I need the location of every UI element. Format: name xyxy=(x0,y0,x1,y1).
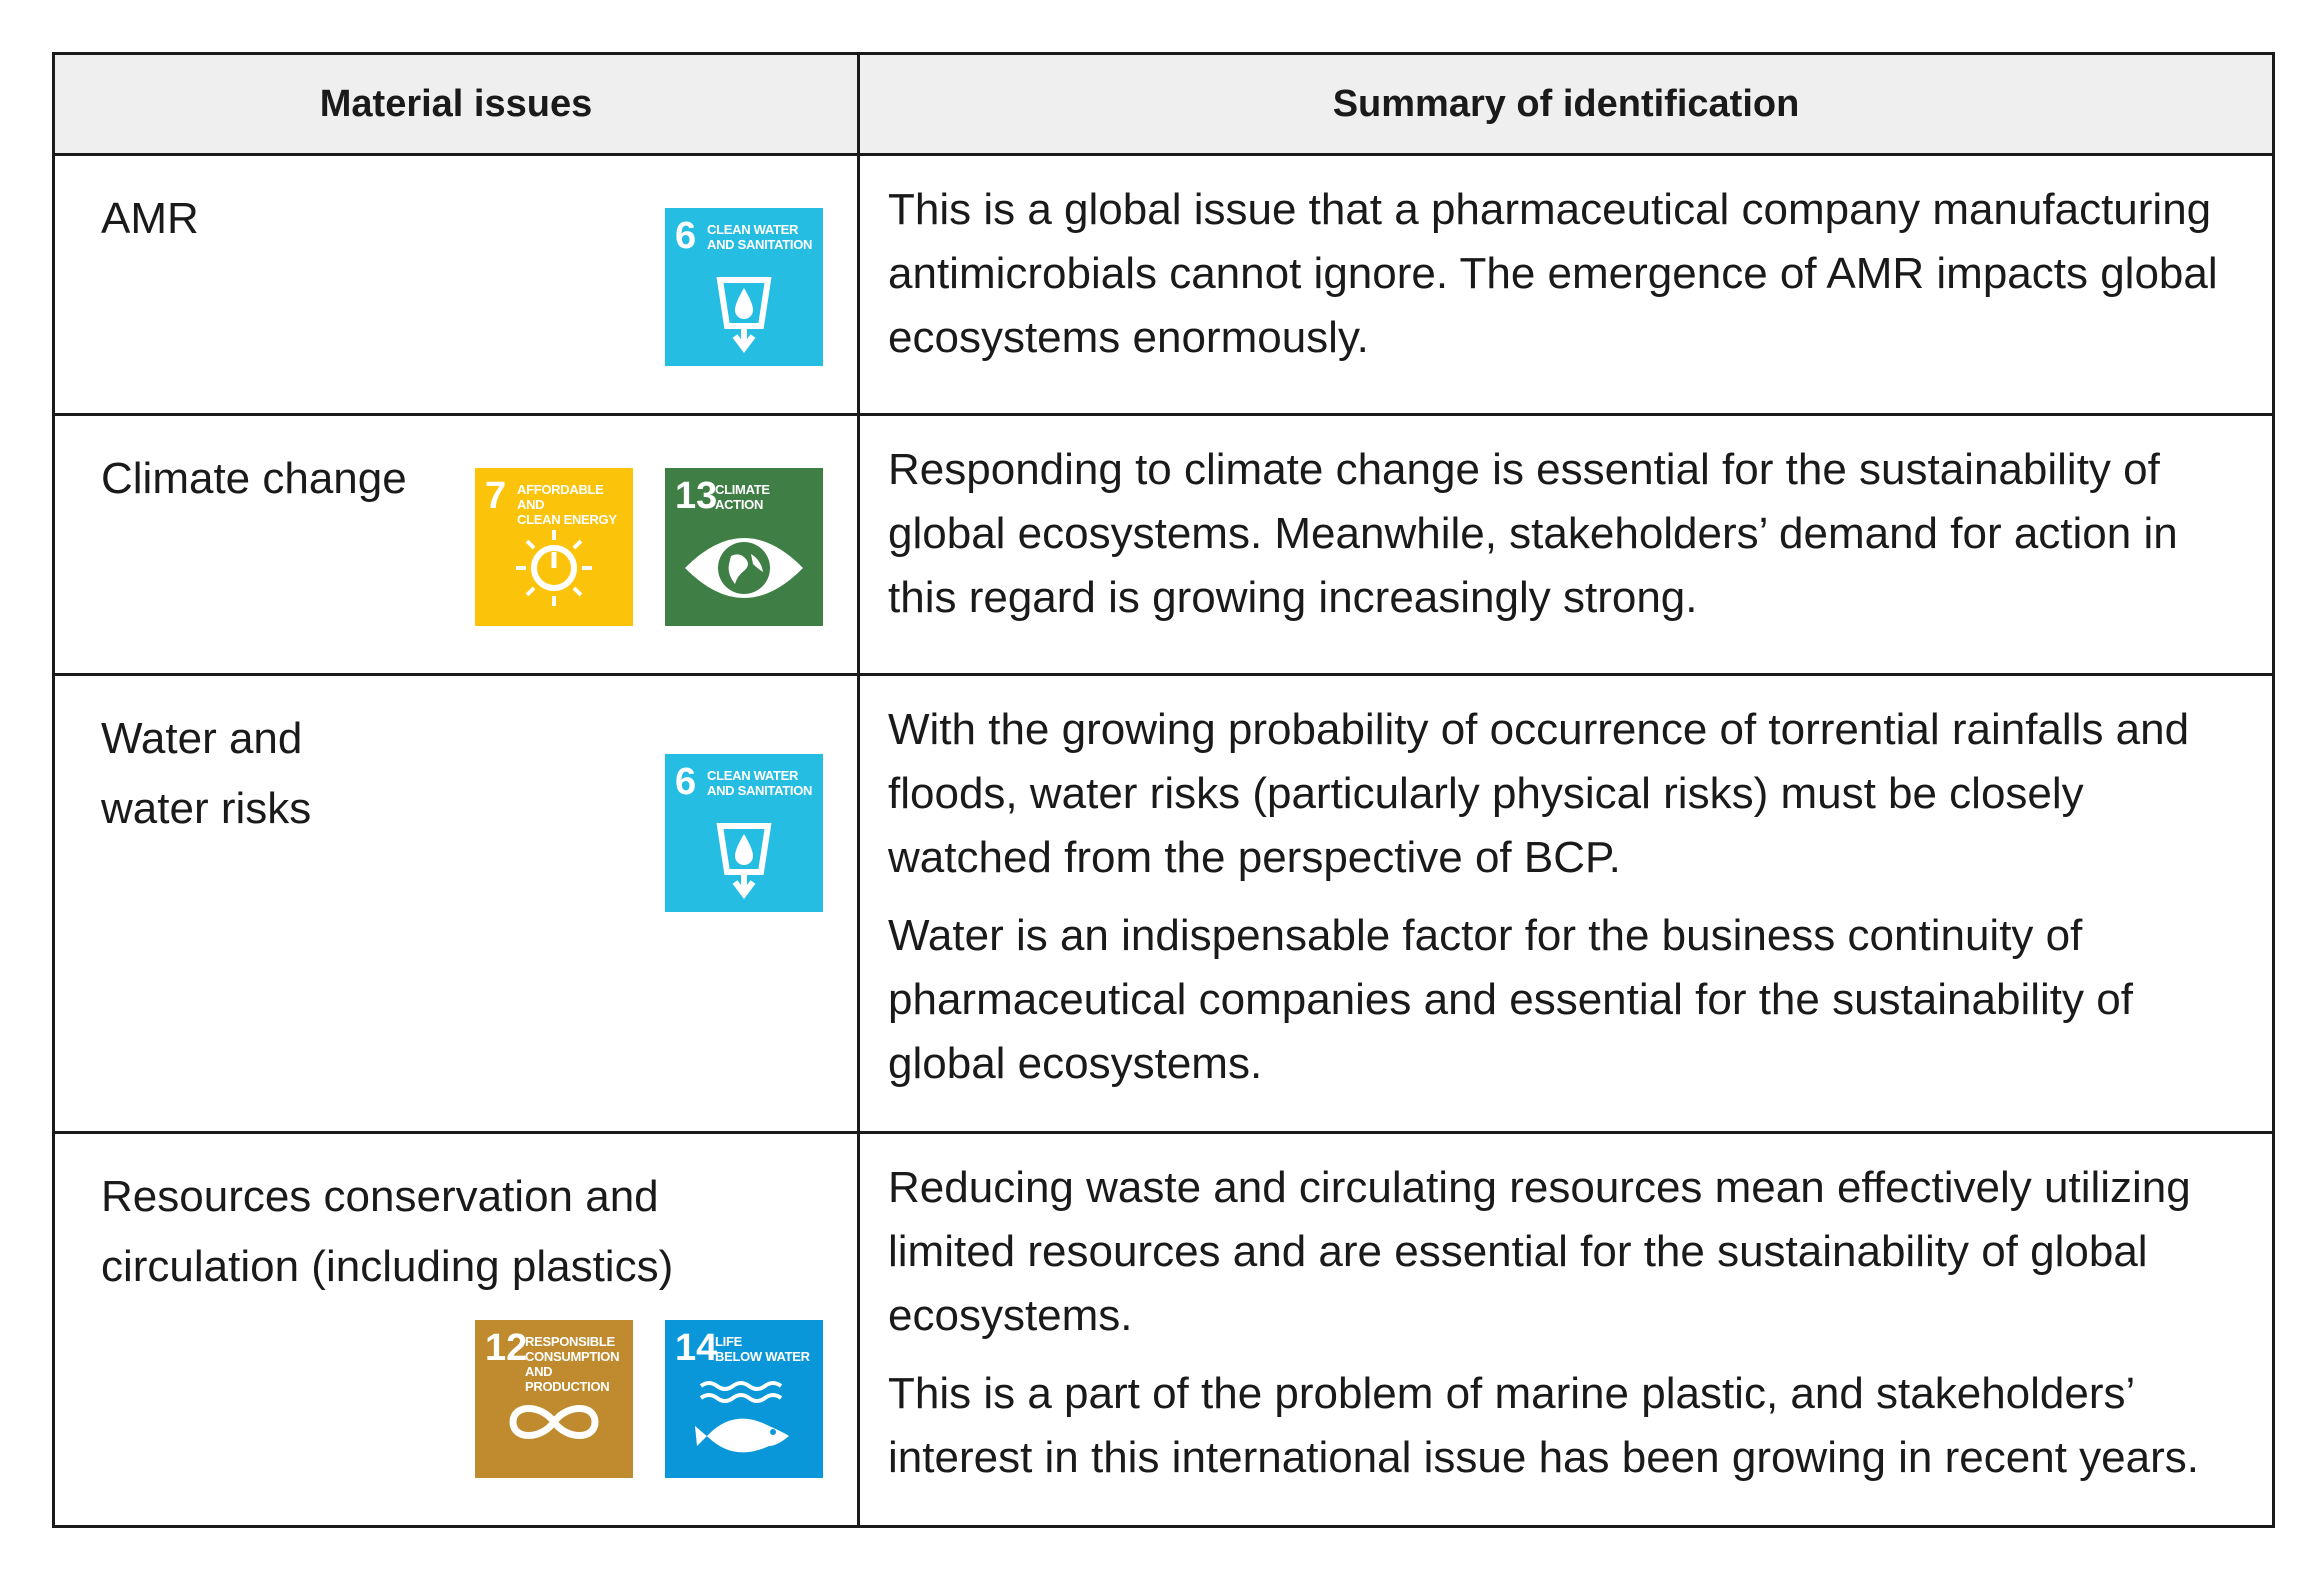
sdg-number: 13 xyxy=(675,475,718,517)
issue-title: AMR xyxy=(101,194,199,243)
sdg-13-badge xyxy=(665,468,823,626)
sdg-label: CLEAN WATER AND SANITATION xyxy=(707,768,813,798)
sdg-label: RESPONSIBLE CONSUMPTION AND PRODUCTION xyxy=(525,1334,620,1394)
table-header-row xyxy=(54,54,2274,155)
summary-paragraph: This is a part of the problem of marine plastic, and stakeholders’ interest in this international issue has been growing in recent years. xyxy=(888,1369,2199,1482)
table-row xyxy=(54,1133,2274,1527)
summary-cell xyxy=(859,1133,2274,1527)
water-drop-icon xyxy=(665,754,823,912)
summary-cell xyxy=(859,675,2274,1133)
sdg-label: AFFORDABLE AND CLEAN ENERGY xyxy=(517,482,617,527)
sdg-12-badge xyxy=(475,1320,633,1478)
sdg-number: 12 xyxy=(485,1327,528,1369)
sdg-number: 6 xyxy=(675,215,697,257)
issue-title: Climate change xyxy=(101,454,407,503)
summary-cell xyxy=(859,415,2274,675)
issue-title-line: Water and xyxy=(101,714,303,763)
sdg-14-badge xyxy=(665,1320,823,1478)
fish-waves-icon xyxy=(665,1320,823,1478)
table-row xyxy=(54,415,2274,675)
summary-cell xyxy=(859,155,2274,415)
sun-power-icon xyxy=(475,468,633,626)
header-material-issues: Material issues xyxy=(54,54,859,155)
issue-cell xyxy=(54,1133,859,1527)
sdg-label: LIFE BELOW WATER xyxy=(715,1334,810,1364)
issue-cell xyxy=(54,415,859,675)
sdg-number: 14 xyxy=(675,1327,718,1369)
issue-title xyxy=(101,704,311,844)
water-drop-icon xyxy=(665,208,823,366)
eye-globe-icon xyxy=(665,468,823,626)
material-issues-table-frame xyxy=(52,52,2272,1530)
sdg-label: CLEAN WATER AND SANITATION xyxy=(707,222,813,252)
summary-paragraph: Water is an indispensable factor for the business continuity of pharmaceutical companies and essential for the sustainability of global ecosystems. xyxy=(888,911,2133,1088)
issue-title xyxy=(101,1162,673,1302)
sdg-label: CLIMATE ACTION xyxy=(715,482,770,512)
table-row xyxy=(54,155,2274,415)
issue-cell xyxy=(54,155,859,415)
issue-title-line: Resources conservation and xyxy=(101,1172,659,1221)
issue-title-line: water risks xyxy=(101,784,312,833)
summary-paragraph: Responding to climate change is essential for the sustainability of global ecosystems. Meanwhile, stakeholders’ demand for action in this regard is growing increasingly strong. xyxy=(888,445,2178,622)
header-summary-of-identification: Summary of identification xyxy=(859,54,2274,155)
sdg-6-badge xyxy=(665,754,823,912)
summary-paragraph: This is a global issue that a pharmaceutical company manufacturing antimicrobials cannot ignore. The emergence of AMR impacts global ecosystems enormously. xyxy=(888,185,2218,362)
material-issues-table xyxy=(52,52,2275,1528)
sdg-number: 6 xyxy=(675,761,697,803)
table-row xyxy=(54,675,2274,1133)
issue-title-line: circulation (including plastics) xyxy=(101,1242,674,1291)
summary-paragraph: With the growing probability of occurrence of torrential rainfalls and floods, water risks (particularly physical risks) must be closely watched from the perspective of BCP. xyxy=(888,705,2190,882)
sdg-6-badge xyxy=(665,208,823,366)
issue-cell xyxy=(54,675,859,1133)
sdg-7-badge xyxy=(475,468,633,626)
summary-paragraph: Reducing waste and circulating resources mean effectively utilizing limited resources and are essential for the sustainability of global ecosystems. xyxy=(888,1163,2191,1340)
sdg-number: 7 xyxy=(485,475,507,517)
infinity-icon xyxy=(475,1320,633,1478)
